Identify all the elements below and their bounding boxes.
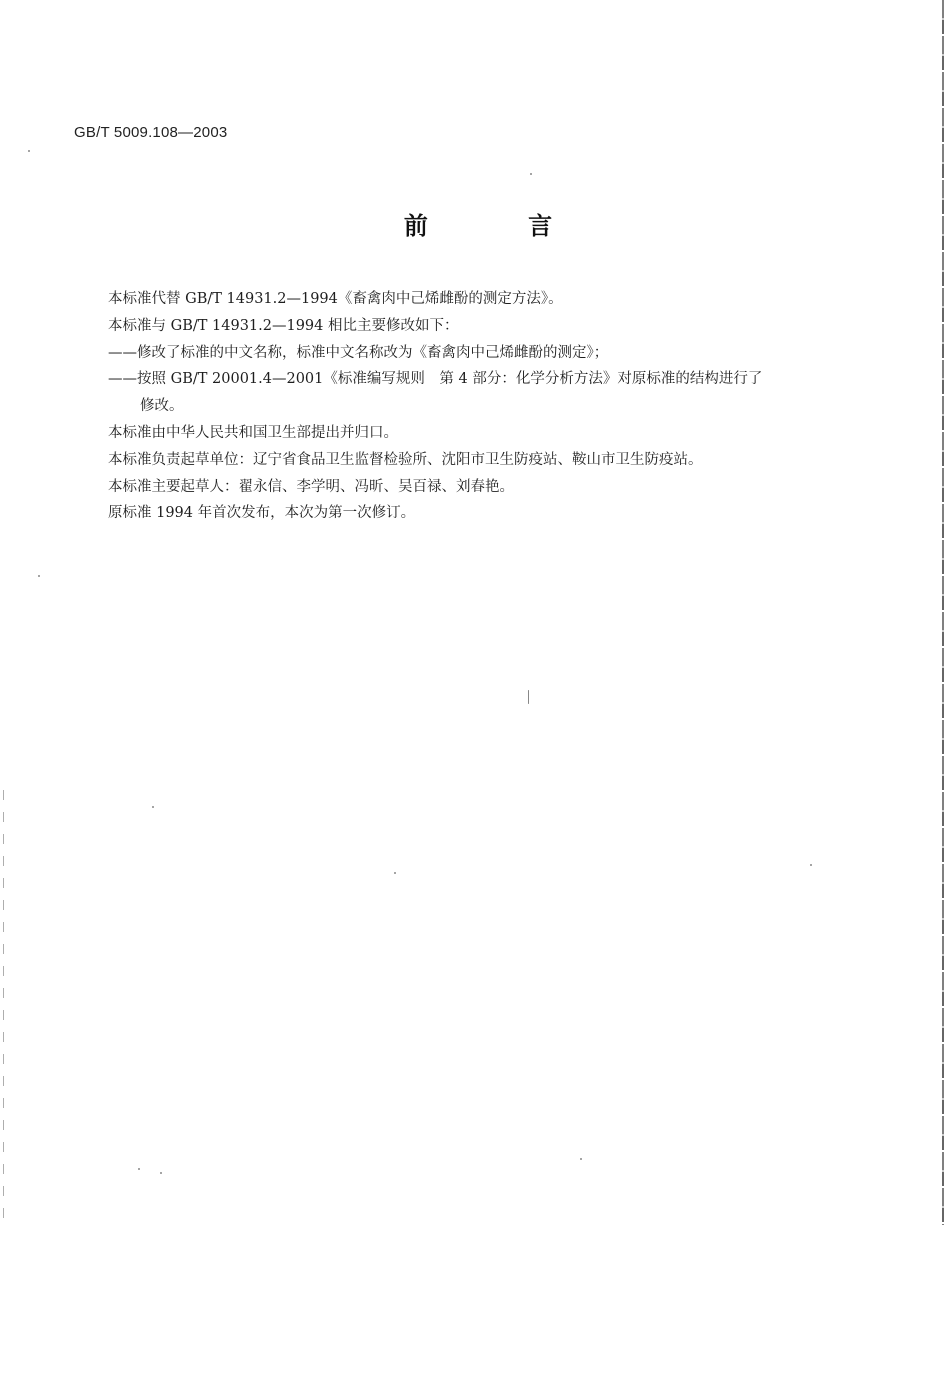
paragraph-replaces: 本标准代替 GB/T 14931.2—1994《畜禽肉中己烯雌酚的测定方法》。 <box>108 291 563 307</box>
page-title: 前 言 <box>403 212 599 240</box>
scan-left-edge <box>3 790 4 1220</box>
scan-binding-edge <box>942 0 944 1225</box>
paragraph-changes-intro: 本标准与 GB/T 14931.2—1994 相比主要修改如下： <box>108 317 459 334</box>
scan-speck <box>152 806 154 808</box>
paragraph-history: 原标准 1994 年首次发布，本次为第一次修订。 <box>108 505 416 522</box>
paragraph-drafting-units: 本标准负责起草单位：辽宁省食品卫生监督检验所、沈阳市卫生防疫站、鞍山市卫生防疫站。 <box>108 451 703 468</box>
scan-speck <box>138 1168 140 1170</box>
scan-speck <box>580 1158 582 1160</box>
scan-speck <box>810 864 812 866</box>
foreword-body <box>108 286 848 527</box>
paragraph-proposed-by: 本标准由中华人民共和国卫生部提出并归口。 <box>108 424 398 441</box>
scan-speck <box>530 173 532 175</box>
scan-speck <box>528 690 529 704</box>
paragraph-drafters: 本标准主要起草人：翟永信、李学明、冯昕、吴百禄、刘春艳。 <box>108 478 514 495</box>
paragraph-change-name: ——修改了标准的中文名称，标准中文名称改为《畜禽肉中己烯雌酚的测定》； <box>108 344 609 361</box>
standard-code: GB/T 5009.108—2003 <box>74 124 228 141</box>
scan-speck <box>394 872 396 874</box>
scan-speck <box>160 1172 162 1174</box>
paragraph-change-structure-cont: 修改。 <box>140 398 184 415</box>
scan-speck <box>38 575 40 577</box>
scan-speck <box>28 150 30 152</box>
paragraph-change-structure: ——按照 GB/T 20001.4—2001《标准编写规则 第 4 部分：化学分析方法》对原标准的结构进行了 <box>108 371 763 388</box>
